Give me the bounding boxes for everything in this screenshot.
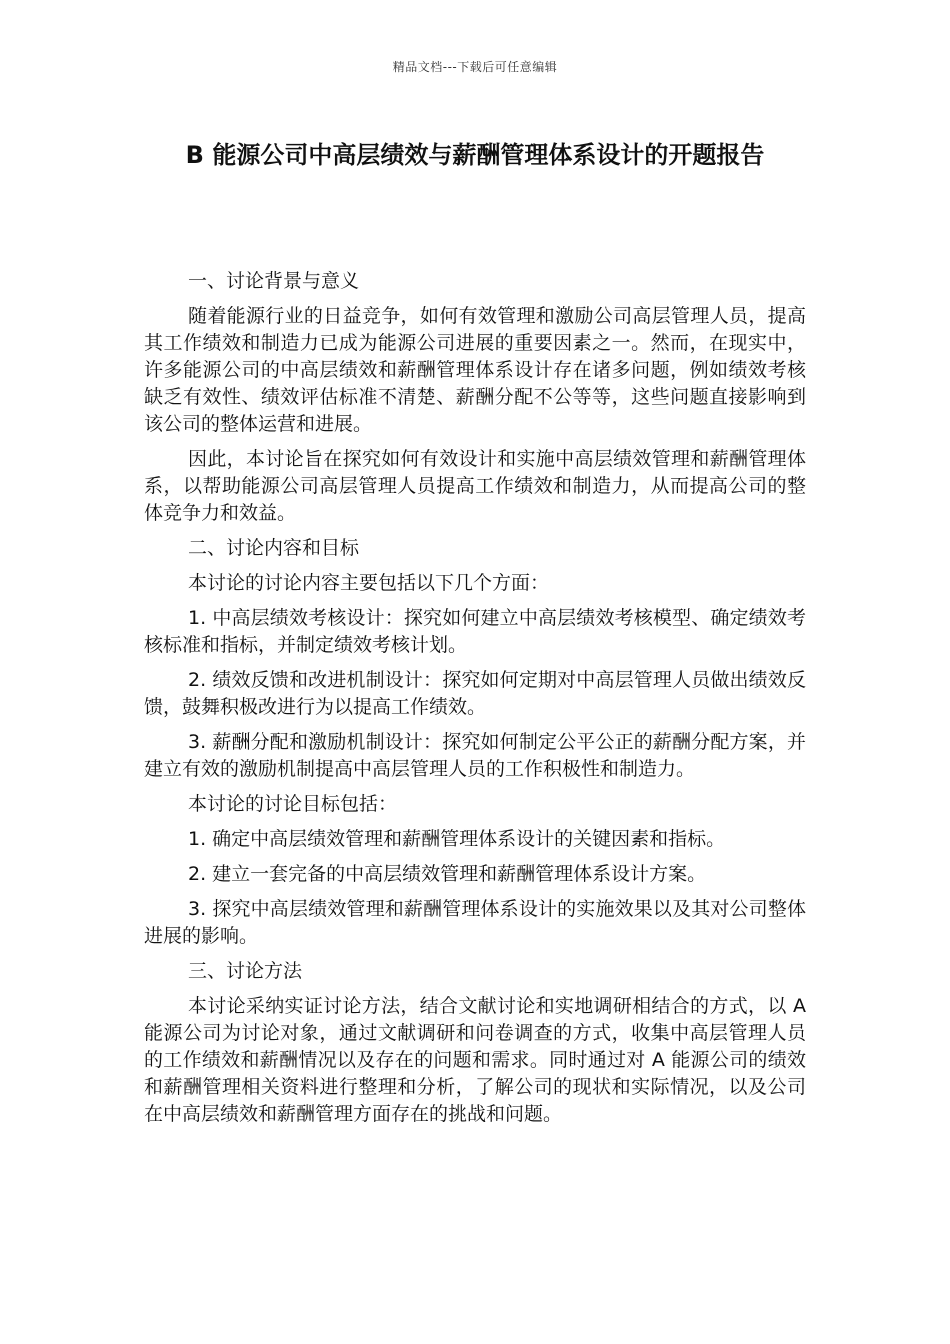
page-header-note: 精品文档---下载后可任意编辑	[392, 60, 558, 74]
list-item-goal-2: 2. 建立一套完备的中高层绩效管理和薪酬管理体系设计方案。	[188, 863, 707, 885]
list-item-goal-1: 1. 确定中高层绩效管理和薪酬管理体系设计的关键因素和指标。	[188, 828, 726, 850]
list-item-content-2: 2. 绩效反馈和改进机制设计：探究如何定期对中高层管理人员做出绩效反馈，鼓舞积极改进行为以提高工作绩效。	[144, 669, 806, 718]
document-body	[144, 268, 806, 1136]
paragraph-content-intro: 本讨论的讨论内容主要包括以下几个方面：	[188, 572, 550, 594]
section-heading-method: 三、讨论方法	[188, 960, 303, 982]
section-heading-content: 二、讨论内容和目标	[188, 537, 360, 559]
paragraph-goals-intro: 本讨论的讨论目标包括：	[188, 793, 398, 815]
section-heading-background: 一、讨论背景与意义	[188, 270, 360, 292]
list-item-goal-3: 3. 探究中高层绩效管理和薪酬管理体系设计的实施效果以及其对公司整体进展的影响。	[144, 898, 806, 947]
paragraph-purpose: 因此，本讨论旨在探究如何有效设计和实施中高层绩效管理和薪酬管理体系，以帮助能源公司高层管理人员提高工作绩效和制造力，从而提高公司的整体竞争力和效益。	[144, 448, 806, 524]
list-item-content-1: 1. 中高层绩效考核设计：探究如何建立中高层绩效考核模型、确定绩效考核标准和指标，并制定绩效考核计划。	[144, 607, 806, 656]
document-title: B 能源公司中高层绩效与薪酬管理体系设计的开题报告	[185, 141, 765, 169]
paragraph-method: 本讨论采纳实证讨论方法，结合文献讨论和实地调研相结合的方式，以 A 能源公司为讨论对象，通过文献调研和问卷调查的方式，收集中高层管理人员的工作绩效和薪酬情况以及存在的问题和需求。同时通过对 A 能源公司的绩效和薪酬管理相关资料进行整理和分析，了解公司的现状和实际情况，以及公司在中高层绩效和薪酬管理方面存在的挑战和问题。	[144, 995, 806, 1125]
paragraph-background: 随着能源行业的日益竞争，如何有效管理和激励公司高层管理人员，提高其工作绩效和制造力已成为能源公司进展的重要因素之一。然而，在现实中，许多能源公司的中高层绩效和薪酬管理体系设计存在诸多问题，例如绩效考核缺乏有效性、绩效评估标准不清楚、薪酬分配不公等等，这些问题直接影响到该公司的整体运营和进展。	[144, 305, 806, 435]
list-item-content-3: 3. 薪酬分配和激励机制设计：探究如何制定公平公正的薪酬分配方案，并建立有效的激励机制提高中高层管理人员的工作积极性和制造力。	[144, 731, 806, 780]
